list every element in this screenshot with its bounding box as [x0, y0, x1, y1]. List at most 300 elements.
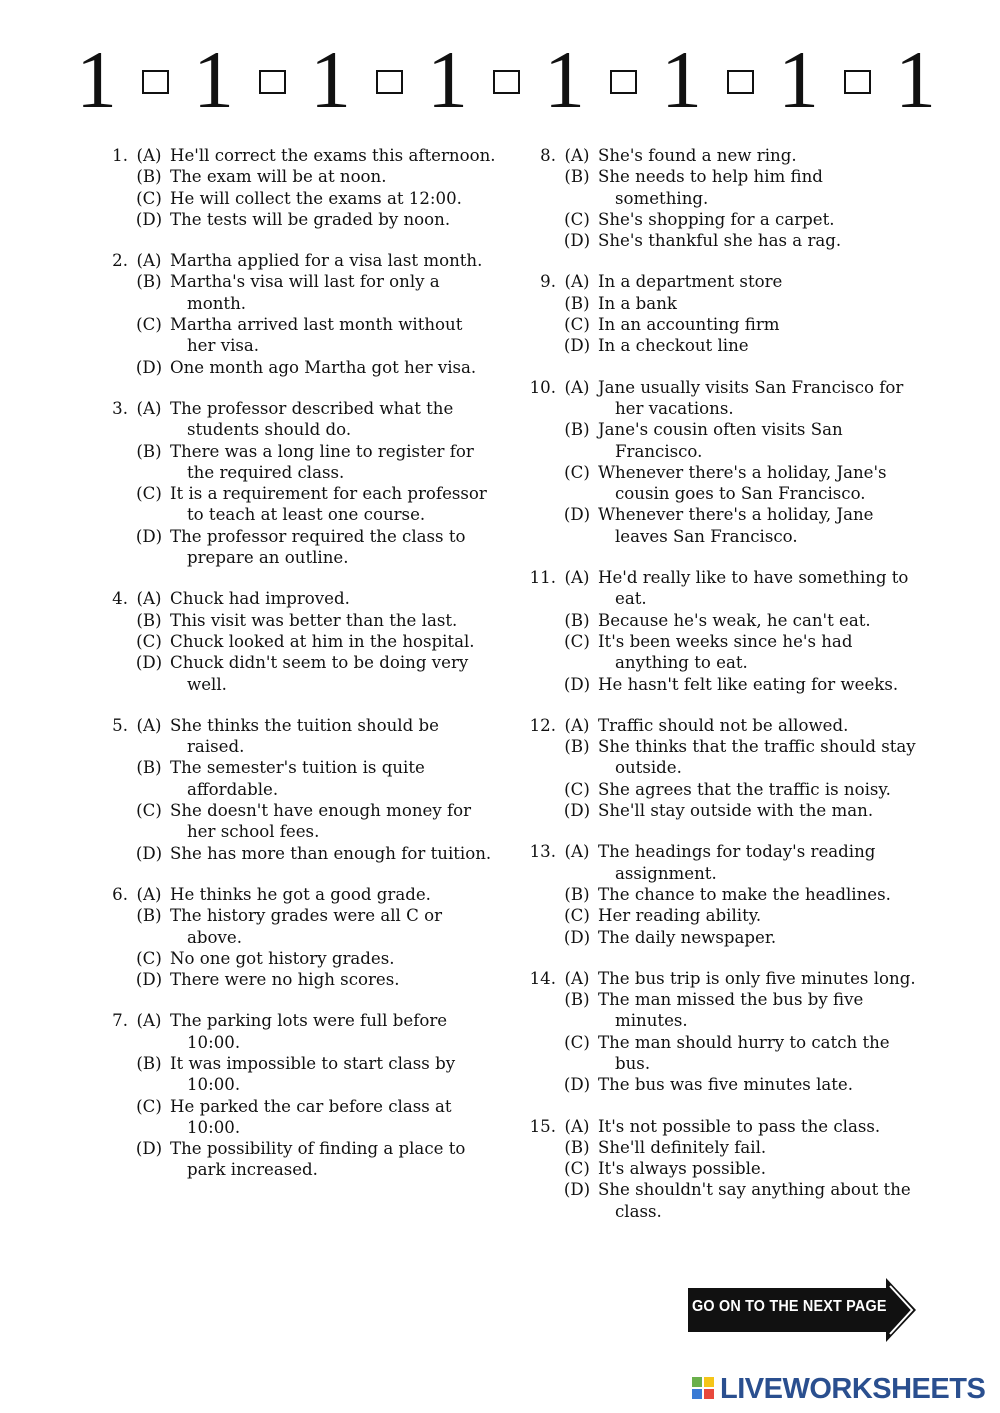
option-letter: (B)	[564, 293, 590, 313]
header-box-icon	[493, 70, 520, 94]
option-text-line: Chuck looked at him in the hospital.	[170, 631, 475, 651]
answer-option	[520, 1179, 930, 1222]
section-number-digit: 1	[544, 34, 585, 125]
answer-option	[520, 884, 930, 905]
option-letter: (D)	[563, 674, 591, 694]
option-text-line: park increased.	[187, 1160, 318, 1180]
option-text	[170, 631, 502, 652]
answer-option	[520, 674, 930, 695]
option-text-line: There was a long line to register for	[170, 441, 474, 461]
option-text	[598, 610, 930, 631]
option-letter: (C)	[564, 906, 590, 926]
go-next-label: GO ON TO THE NEXT PAGE	[692, 1298, 887, 1315]
option-text	[598, 314, 930, 335]
option-text-line: Whenever there's a holiday, Jane's	[598, 462, 887, 482]
option-text	[598, 715, 930, 736]
question-number: 7.	[112, 1011, 128, 1031]
liveworksheets-logo-icon	[692, 1377, 716, 1401]
option-text-line: something.	[615, 188, 709, 208]
answer-option	[520, 1137, 930, 1158]
answer-option	[92, 631, 502, 652]
question-number	[520, 779, 556, 800]
answer-option	[92, 652, 502, 695]
header-box-icon	[376, 70, 403, 94]
answer-option	[520, 271, 930, 292]
answer-option	[520, 314, 930, 335]
answer-option	[92, 1096, 502, 1139]
question-number	[520, 610, 556, 631]
option-letter: (D)	[135, 357, 163, 377]
option-text-line: anything to eat.	[615, 653, 748, 673]
question-block	[520, 377, 930, 547]
option-text-line: It's been weeks since he's had	[598, 631, 853, 651]
answer-option	[520, 1116, 930, 1137]
answer-option	[92, 209, 502, 230]
option-text-line: In a department store	[598, 272, 783, 292]
option-text-line: class.	[615, 1201, 662, 1221]
question-number	[520, 631, 556, 674]
option-text-line: She shouldn't say anything about the	[598, 1180, 911, 1200]
option-text	[598, 377, 930, 420]
question-number	[520, 166, 556, 209]
answer-option	[520, 610, 930, 631]
option-letter: (A)	[136, 1011, 162, 1031]
option-text-line: The bus trip is only five minutes long.	[598, 968, 916, 988]
option-letter: (D)	[135, 843, 163, 863]
question-block	[92, 884, 502, 990]
answer-option	[520, 779, 930, 800]
answer-option	[520, 989, 930, 1032]
question-number	[92, 483, 128, 526]
question-number	[92, 800, 128, 843]
option-text	[598, 335, 930, 356]
option-text	[170, 145, 502, 166]
option-text	[170, 526, 502, 569]
option-letter: (D)	[135, 653, 163, 673]
option-letter: (D)	[563, 1180, 591, 1200]
question-block	[92, 145, 502, 230]
answer-option	[92, 1010, 502, 1053]
answer-option	[520, 1032, 930, 1075]
answer-option	[520, 145, 930, 166]
header-box-icon	[727, 70, 754, 94]
option-text	[170, 209, 502, 230]
section-number-digit: 1	[895, 34, 936, 125]
option-text-line: students should do.	[187, 420, 352, 440]
question-number: 15.	[529, 1116, 556, 1136]
option-text-line: to teach at least one course.	[187, 505, 426, 525]
question-number	[92, 357, 128, 378]
question-number	[520, 1074, 556, 1095]
option-letter: (A)	[564, 568, 590, 588]
option-letter: (C)	[564, 631, 590, 651]
option-letter: (C)	[136, 484, 162, 504]
question-number	[520, 989, 556, 1032]
answer-option	[520, 335, 930, 356]
question-number: 1.	[112, 146, 128, 165]
answer-option	[92, 948, 502, 969]
option-text	[170, 188, 502, 209]
answer-option	[520, 800, 930, 821]
option-text	[598, 209, 930, 230]
answer-option	[92, 314, 502, 357]
question-number	[92, 441, 128, 484]
option-text-line: 10:00.	[187, 1117, 241, 1137]
question-number: 5.	[112, 715, 128, 735]
option-text	[170, 948, 502, 969]
option-text-line: One month ago Martha got her visa.	[170, 357, 477, 377]
question-number	[92, 757, 128, 800]
option-text	[170, 1010, 502, 1053]
option-text	[598, 905, 930, 926]
option-letter: (B)	[564, 884, 590, 904]
option-text-line: The professor required the class to	[170, 526, 466, 546]
question-number: 8.	[540, 146, 556, 165]
header-box-icon	[844, 70, 871, 94]
option-text-line: She doesn't have enough money for	[170, 801, 472, 821]
option-text-line: The possibility of finding a place to	[170, 1139, 466, 1159]
questions-column-left	[92, 145, 502, 1201]
footer-brand	[692, 1372, 992, 1406]
answer-option	[92, 398, 502, 441]
question-number	[520, 419, 556, 462]
section-number-digit: 1	[193, 34, 234, 125]
option-text-line: She thinks the tuition should be	[170, 715, 439, 735]
option-text-line: In a bank	[598, 293, 677, 313]
option-text	[598, 884, 930, 905]
option-text	[598, 631, 930, 674]
option-letter: (B)	[564, 1137, 590, 1157]
answer-option	[520, 927, 930, 948]
option-text-line: Jane usually visits San Francisco for	[598, 377, 904, 397]
option-text-line: well.	[187, 674, 227, 694]
option-text	[598, 1179, 930, 1222]
option-text-line: In an accounting firm	[598, 315, 780, 335]
question-number	[520, 1179, 556, 1222]
option-letter: (D)	[135, 526, 163, 546]
question-block	[520, 145, 930, 251]
option-text	[598, 1032, 930, 1075]
section-number-digit: 1	[661, 34, 702, 125]
option-letter: (B)	[564, 990, 590, 1010]
question-number	[520, 335, 556, 356]
option-text-line: The man should hurry to catch the	[598, 1032, 890, 1052]
option-letter: (B)	[136, 1053, 162, 1073]
option-letter: (A)	[564, 146, 590, 165]
option-text	[598, 1116, 930, 1137]
option-text-line: She's thankful she has a rag.	[598, 231, 842, 251]
question-number	[92, 948, 128, 969]
option-letter: (A)	[136, 715, 162, 735]
question-number	[520, 504, 556, 547]
answer-option	[92, 145, 502, 166]
question-number	[92, 188, 128, 209]
option-text-line: The parking lots were full before	[170, 1011, 448, 1031]
option-text	[170, 483, 502, 526]
question-number: 12.	[529, 715, 556, 735]
option-text	[598, 145, 930, 166]
option-letter: (C)	[564, 779, 590, 799]
option-text-line: Whenever there's a holiday, Jane	[598, 505, 874, 525]
answer-option	[92, 250, 502, 271]
option-letter: (D)	[563, 1075, 591, 1095]
option-text-line: Jane's cousin often visits San	[598, 420, 843, 440]
header-box-icon	[142, 70, 169, 94]
option-letter: (D)	[563, 231, 591, 251]
question-number: 6.	[112, 884, 128, 904]
option-text-line: the required class.	[187, 462, 345, 482]
option-letter: (B)	[564, 737, 590, 757]
question-block	[520, 841, 930, 947]
option-letter: (B)	[136, 610, 162, 630]
option-text-line: She's shopping for a carpet.	[598, 209, 835, 229]
option-text-line: Chuck didn't seem to be doing very	[170, 653, 469, 673]
option-text-line: She thinks that the traffic should stay	[598, 737, 916, 757]
option-text	[170, 610, 502, 631]
question-number	[92, 1053, 128, 1096]
option-letter: (A)	[564, 1116, 590, 1136]
option-letter: (C)	[136, 188, 162, 208]
question-number	[92, 314, 128, 357]
option-text-line: The exam will be at noon.	[170, 167, 387, 187]
option-text	[170, 1138, 502, 1181]
option-text	[598, 779, 930, 800]
question-number	[92, 166, 128, 187]
option-text	[598, 230, 930, 251]
option-letter: (A)	[564, 715, 590, 735]
option-text-line: The daily newspaper.	[598, 927, 777, 947]
option-text-line: The tests will be graded by noon.	[170, 209, 451, 229]
question-number	[92, 209, 128, 230]
answer-option	[92, 610, 502, 631]
option-text-line: eat.	[615, 589, 647, 609]
option-text	[598, 419, 930, 462]
option-letter: (B)	[564, 420, 590, 440]
question-number	[92, 652, 128, 695]
question-number: 9.	[540, 272, 556, 292]
question-number	[520, 800, 556, 821]
question-number	[520, 230, 556, 251]
option-text	[598, 674, 930, 695]
option-letter: (B)	[136, 441, 162, 461]
option-text	[598, 1158, 930, 1179]
answer-option	[520, 209, 930, 230]
option-letter: (A)	[136, 398, 162, 418]
option-text	[170, 843, 502, 864]
questions-column-right	[520, 145, 930, 1242]
answer-option	[92, 1053, 502, 1096]
question-number	[520, 884, 556, 905]
option-text-line: Francisco.	[615, 441, 703, 461]
question-block	[92, 398, 502, 568]
option-text-line: There were no high scores.	[170, 970, 400, 990]
question-number	[520, 462, 556, 505]
option-letter: (C)	[136, 631, 162, 651]
option-text	[598, 271, 930, 292]
option-text	[170, 314, 502, 357]
question-number	[92, 610, 128, 631]
question-number	[520, 905, 556, 926]
option-text	[170, 441, 502, 484]
answer-option	[92, 441, 502, 484]
question-number	[92, 631, 128, 652]
question-number: 10.	[529, 377, 556, 397]
option-text	[170, 969, 502, 990]
option-letter: (C)	[564, 462, 590, 482]
option-text-line: She has more than enough for tuition.	[170, 843, 492, 863]
option-text	[170, 166, 502, 187]
question-number	[520, 1137, 556, 1158]
question-block	[520, 715, 930, 821]
brand-name: LIVEWORKSHEETS	[720, 1372, 986, 1405]
option-text	[170, 652, 502, 695]
option-text	[598, 1137, 930, 1158]
option-letter: (D)	[563, 336, 591, 356]
option-text-line: It's always possible.	[598, 1159, 767, 1179]
option-text	[598, 927, 930, 948]
option-text	[598, 800, 930, 821]
option-letter: (A)	[136, 146, 162, 165]
option-letter: (D)	[135, 209, 163, 229]
option-text-line: prepare an outline.	[187, 548, 349, 568]
option-text-line: He hasn't felt like eating for weeks.	[598, 674, 899, 694]
answer-option	[92, 1138, 502, 1181]
question-block	[92, 250, 502, 378]
question-number	[520, 1158, 556, 1179]
answer-option	[92, 357, 502, 378]
option-letter: (D)	[135, 970, 163, 990]
option-text	[170, 271, 502, 314]
answer-option	[520, 504, 930, 547]
question-number: 2.	[112, 251, 128, 271]
option-text-line: above.	[187, 927, 242, 947]
option-letter: (A)	[564, 377, 590, 397]
option-text-line: affordable.	[187, 779, 279, 799]
question-number: 13.	[529, 842, 556, 862]
option-text	[170, 800, 502, 843]
section-number-digit: 1	[427, 34, 468, 125]
answer-option	[92, 843, 502, 864]
option-text	[598, 462, 930, 505]
option-text-line: He'd really like to have something to	[598, 568, 909, 588]
option-text	[598, 166, 930, 209]
question-block	[520, 968, 930, 1096]
option-letter: (C)	[564, 315, 590, 335]
option-text	[170, 884, 502, 905]
option-letter: (A)	[564, 272, 590, 292]
question-number	[520, 293, 556, 314]
option-letter: (C)	[564, 1032, 590, 1052]
question-number	[520, 736, 556, 779]
option-text-line: He will collect the exams at 12:00.	[170, 188, 462, 208]
option-text-line: The headings for today's reading	[598, 842, 876, 862]
option-text-line: Chuck had improved.	[170, 589, 350, 609]
option-text-line: No one got history grades.	[170, 948, 395, 968]
option-text	[170, 1053, 502, 1096]
option-text-line: It is a requirement for each professor	[170, 484, 487, 504]
option-text-line: The chance to make the headlines.	[598, 884, 891, 904]
option-text-line: minutes.	[615, 1011, 688, 1031]
option-text	[598, 989, 930, 1032]
option-text	[598, 968, 930, 989]
option-text	[170, 398, 502, 441]
option-text-line: Traffic should not be allowed.	[598, 715, 849, 735]
question-number	[520, 314, 556, 335]
option-text	[170, 905, 502, 948]
answer-option	[520, 419, 930, 462]
option-text-line: She'll stay outside with the man.	[598, 801, 874, 821]
question-number	[92, 526, 128, 569]
answer-option	[92, 271, 502, 314]
answer-option	[520, 462, 930, 505]
option-text-line: 10:00.	[187, 1032, 241, 1052]
question-block	[92, 588, 502, 694]
option-letter: (A)	[136, 884, 162, 904]
question-number: 4.	[112, 589, 128, 609]
option-letter: (D)	[563, 801, 591, 821]
option-text-line: It's not possible to pass the class.	[598, 1116, 881, 1136]
option-letter: (C)	[136, 1096, 162, 1116]
option-letter: (B)	[564, 167, 590, 187]
question-number	[92, 905, 128, 948]
option-text	[170, 757, 502, 800]
answer-option	[520, 567, 930, 610]
option-letter: (C)	[136, 801, 162, 821]
option-text-line: She needs to help him find	[598, 167, 823, 187]
answer-option	[92, 715, 502, 758]
option-text-line: The man missed the bus by five	[598, 990, 864, 1010]
option-text-line: her vacations.	[615, 398, 734, 418]
option-letter: (A)	[136, 589, 162, 609]
section-number-digit: 1	[310, 34, 351, 125]
option-text-line: cousin goes to San Francisco.	[615, 484, 866, 504]
option-letter: (D)	[135, 1139, 163, 1159]
question-number	[520, 209, 556, 230]
header-box-icon	[259, 70, 286, 94]
answer-option	[92, 757, 502, 800]
option-letter: (D)	[563, 505, 591, 525]
question-number: 14.	[529, 968, 556, 988]
answer-option	[520, 968, 930, 989]
option-text-line: month.	[187, 293, 247, 313]
option-text	[170, 1096, 502, 1139]
question-number	[92, 271, 128, 314]
question-block	[520, 271, 930, 356]
option-letter: (C)	[136, 315, 162, 335]
question-number	[520, 1032, 556, 1075]
option-letter: (A)	[564, 968, 590, 988]
question-number	[92, 1138, 128, 1181]
answer-option	[92, 905, 502, 948]
option-text	[598, 841, 930, 884]
option-text	[598, 504, 930, 547]
answer-option	[520, 293, 930, 314]
option-text-line: He thinks he got a good grade.	[170, 884, 431, 904]
option-text-line: He parked the car before class at	[170, 1096, 452, 1116]
option-letter: (A)	[136, 251, 162, 271]
option-text-line: Martha's visa will last for only a	[170, 272, 440, 292]
answer-option	[520, 905, 930, 926]
option-text	[598, 736, 930, 779]
question-number	[520, 674, 556, 695]
option-text-line: Her reading ability.	[598, 906, 762, 926]
question-number	[92, 843, 128, 864]
question-number: 3.	[112, 398, 128, 418]
option-letter: (C)	[564, 209, 590, 229]
section-header-band	[76, 34, 936, 125]
option-letter: (B)	[136, 272, 162, 292]
option-text-line: leaves San Francisco.	[615, 526, 798, 546]
